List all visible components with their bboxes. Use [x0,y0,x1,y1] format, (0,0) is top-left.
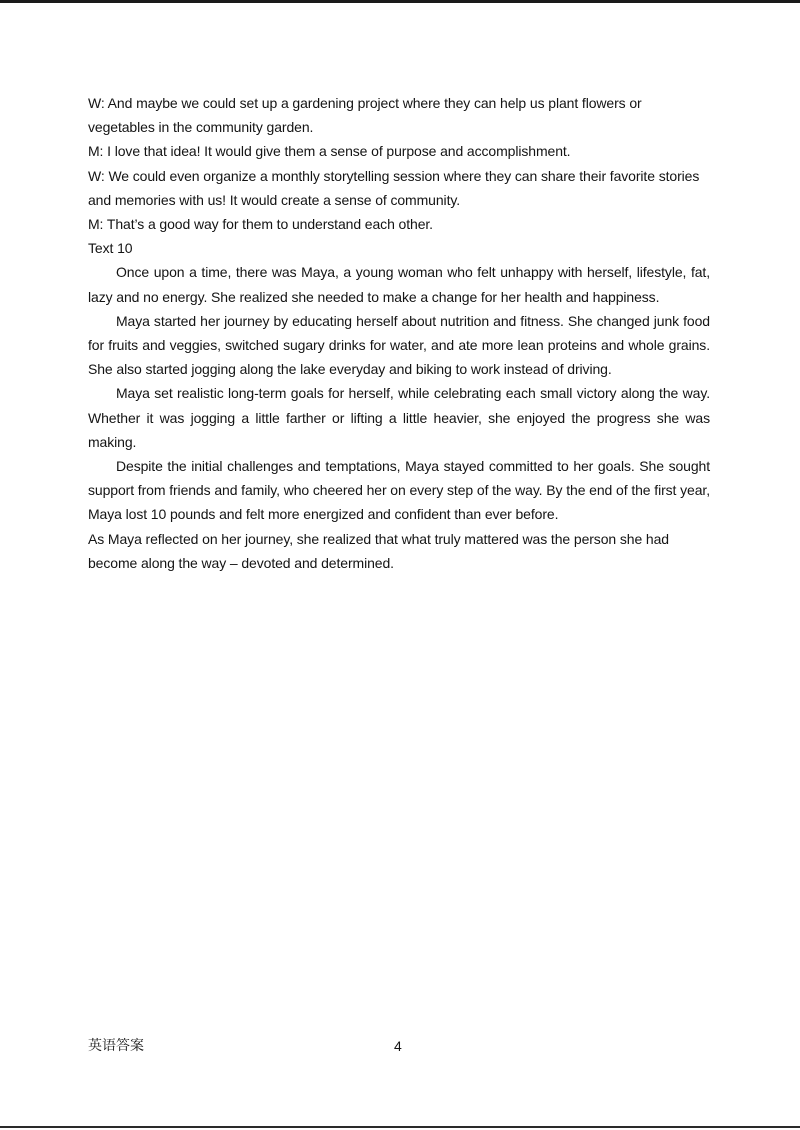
story-paragraph-2: Maya started her journey by educating herself about nutrition and fitness. She changed junk food for fruits and veggies, switched sugary drinks for water, and ate more lean proteins and whole grains. She also started jogging along the lake everyday and biking to work instead of driving. [88,312,710,378]
story-closing-line: As Maya reflected on her journey, she realized that what truly mattered was the person she had become along the way – devoted and determined. [88,530,669,571]
page-body [88,91,710,575]
section-heading: Text 10 [88,240,133,257]
top-border-line [0,0,800,3]
dialogue-line-1: W: And maybe we could set up a gardening project where they can help us plant flowers or vegetables in the community garden. [88,95,642,136]
story-paragraph-4: Despite the initial challenges and temptations, Maya stayed committed to her goals. She sought support from friends and family, who cheered her on every step of the way. By the end of the first year, Maya lost 10 pounds and felt more energized and confident than ever before. [88,458,710,523]
dialogue-line-2: M: I love that idea! It would give them a sense of purpose and accomplishment. [88,143,571,160]
page-number: 4 [394,1038,402,1054]
story-paragraph-3: Maya set realistic long-term goals for herself, while celebrating each small victory along the way. Whether it was jogging a little farther or lifting a little heavier, she enjoyed the progress she was making. [88,385,710,450]
story-paragraph-1: Once upon a time, there was Maya, a young woman who felt unhappy with herself, lifestyle, fat, lazy and no energy. She realized she needed to make a change for her health and happiness. [88,264,710,305]
bottom-border-line [0,1126,800,1128]
dialogue-line-4: M: That’s a good way for them to understand each other. [88,216,433,233]
dialogue-line-3: W: We could even organize a monthly storytelling session where they can share their favorite stories and memories with us! It would create a sense of community. [88,167,700,208]
footer-label: 英语答案 [88,1038,144,1054]
